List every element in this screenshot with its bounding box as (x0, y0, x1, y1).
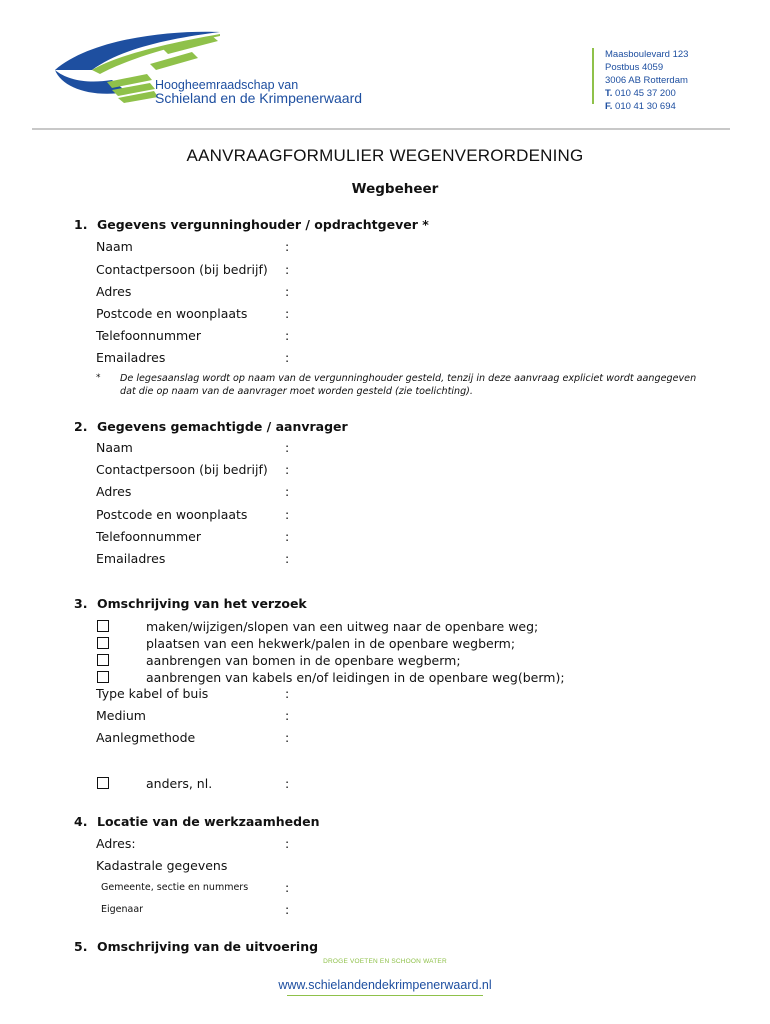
colon: : (285, 507, 290, 522)
s2-field-address: Adres (96, 484, 132, 499)
address-block (605, 48, 688, 113)
s4-field-gemeente: Gemeente, sectie en nummers (101, 882, 249, 893)
section-2-heading: 2. Gegevens gemachtigde / aanvrager (74, 419, 348, 434)
s3-field-type: Type kabel of buis (96, 686, 209, 701)
colon: : (285, 836, 290, 851)
section-3-heading: 3. Omschrijving van het verzoek (74, 596, 307, 611)
section-5-heading: 5. Omschrijving van de uitvoering (74, 939, 319, 954)
s1-field-email: Emailadres (96, 350, 166, 365)
s4-field-address: Adres: (96, 836, 136, 851)
s2-field-email: Emailadres (96, 551, 166, 566)
s3-field-method: Aanlegmethode (96, 730, 196, 745)
checkbox-anders[interactable] (97, 777, 109, 789)
note-asterisk: * (96, 373, 101, 383)
colon: : (285, 880, 290, 895)
option-bomen: aanbrengen van bomen in de openbare wegberm; (146, 653, 461, 668)
header-rule (32, 128, 730, 130)
colon: : (285, 551, 290, 566)
colon: : (285, 262, 290, 277)
checkbox-kabels[interactable] (97, 671, 109, 683)
leges-note: De legesaanslag wordt op naam van de vergunninghouder gesteld, tenzij in deze aanvraag expliciet wordt aangegeven dat die op naam van de aanvrager moet worden gesteld (zie toelichting). (120, 373, 697, 397)
s1-field-name: Naam (96, 239, 133, 254)
address-postbus: Postbus 4059 (605, 62, 664, 73)
footer-slogan: DROGE VOETEN EN SCHOON WATER (323, 958, 447, 965)
s2-field-postcode: Postcode en woonplaats (96, 507, 248, 522)
address-phone: T. 010 45 37 200 (605, 88, 676, 99)
s2-field-name: Naam (96, 440, 133, 455)
s1-field-postcode: Postcode en woonplaats (96, 306, 248, 321)
colon: : (285, 239, 290, 254)
colon: : (285, 708, 290, 723)
footer-url[interactable]: www.schielandendekrimpenerwaard.nl (278, 978, 492, 992)
header-divider (592, 48, 594, 104)
option-kabels: aanbrengen van kabels en/of leidingen in de openbare weg(berm); (146, 670, 565, 685)
section-1-heading: 1. Gegevens vergunninghouder / opdrachtgever * (74, 217, 429, 232)
option-uitweg: maken/wijzigen/slopen van een uitweg naar de openbare weg; (146, 619, 539, 634)
colon: : (285, 440, 290, 455)
checkbox-uitweg[interactable] (97, 620, 109, 632)
colon: : (285, 462, 290, 477)
section-4-heading: 4. Locatie van de werkzaamheden (74, 814, 320, 829)
colon: : (285, 306, 290, 321)
s3-field-medium: Medium (96, 708, 146, 723)
colon: : (285, 730, 290, 745)
form-title: AANVRAAGFORMULIER WEGENVERORDENING (186, 146, 584, 165)
address-street: Maasboulevard 123 (605, 49, 689, 60)
footer-underline (287, 995, 483, 996)
checkbox-bomen[interactable] (97, 654, 109, 666)
colon: : (285, 284, 290, 299)
colon: : (285, 328, 290, 343)
s2-field-phone: Telefoonnummer (96, 529, 202, 544)
s4-kadaster: Kadastrale gegevens (96, 858, 228, 873)
colon: : (285, 776, 290, 791)
s2-field-contact: Contactpersoon (bij bedrijf) (96, 462, 268, 477)
colon: : (285, 350, 290, 365)
option-anders: anders, nl. (146, 776, 213, 791)
s1-field-phone: Telefoonnummer (96, 328, 202, 343)
colon: : (285, 902, 290, 917)
org-name-line1: Hoogheemraadschap van (155, 78, 299, 92)
checkbox-hekwerk[interactable] (97, 637, 109, 649)
address-fax: F. 010 41 30 694 (605, 101, 676, 112)
option-hekwerk: plaatsen van een hekwerk/palen in de openbare wegberm; (146, 636, 516, 651)
colon: : (285, 686, 290, 701)
colon: : (285, 529, 290, 544)
form-subtitle: Wegbeheer (351, 181, 439, 197)
colon: : (285, 484, 290, 499)
address-city: 3006 AB Rotterdam (605, 75, 688, 86)
s1-field-address: Adres (96, 284, 132, 299)
s4-field-eigenaar: Eigenaar (101, 904, 144, 915)
s1-field-contact: Contactpersoon (bij bedrijf) (96, 262, 268, 277)
org-name-line2: Schieland en de Krimpenerwaard (155, 90, 363, 106)
